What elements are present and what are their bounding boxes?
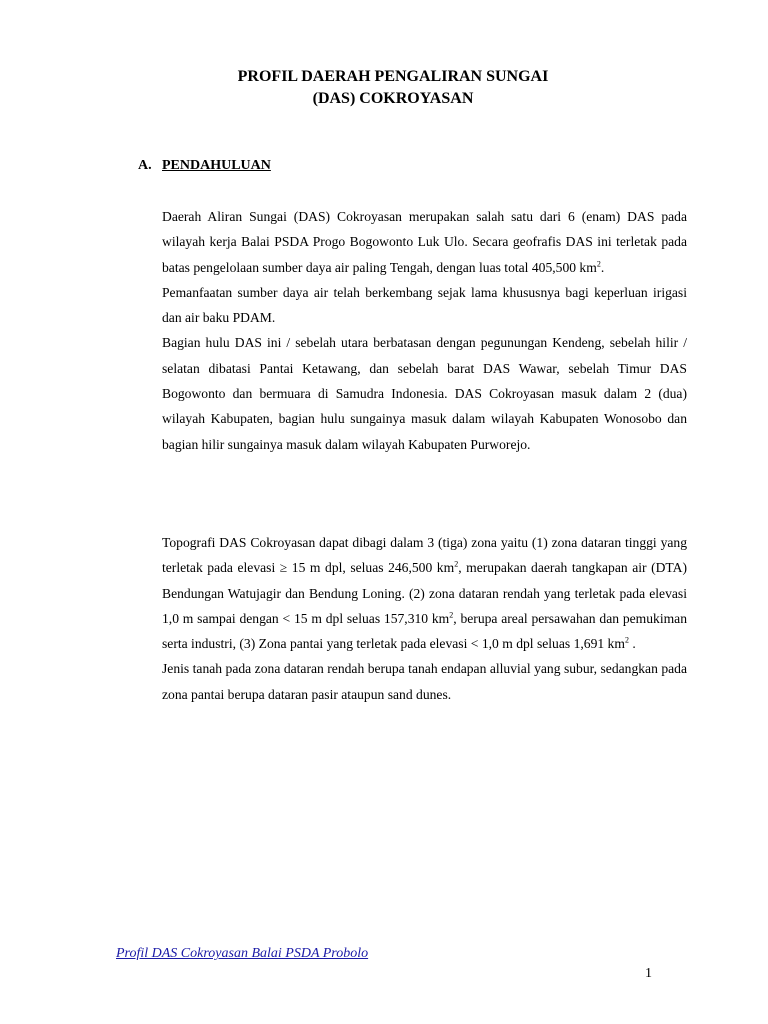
section-letter: A. (138, 158, 152, 173)
footer-link[interactable]: Profil DAS Cokroyasan Balai PSDA Probolo (116, 946, 369, 961)
title-line-1: PROFIL DAERAH PENGALIRAN SUNGAI (237, 68, 549, 85)
paragraph-4-part-b: , merupakan daerah tangkapan air (DTA) Bendungan Watujagir dan Bendung Loning. (2) zona dataran rendah yang terletak pada elevasi 1,0 m sampai dengan < 15 m dpl seluas 157,310 km (162, 560, 687, 626)
page-number: 1 (645, 966, 652, 981)
paragraph-1-text: Daerah Aliran Sungai (DAS) Cokroyasan merupakan salah satu dari 6 (enam) DAS pada wilayah kerja Balai PSDA Progo Bogowonto Luk Ulo. Secara geofrafis DAS ini terletak pada batas pengelolaan sumber daya air paling Tengah, dengan luas total 405,500 km (162, 209, 687, 275)
paragraph-4-part-d: . (628, 636, 636, 652)
paragraph-1 (162, 204, 687, 280)
superscript: 2 (449, 610, 454, 620)
paragraph-4 (162, 530, 687, 656)
paragraph-5: Jenis tanah pada zona dataran rendah berupa tanah endapan alluvial yang subur, sedangkan pada zona pantai berupa dataran pasir ataupun sand dunes. (162, 661, 687, 702)
section-heading (138, 156, 271, 176)
paragraph-3: Bagian hulu DAS ini / sebelah utara berbatasan dengan pegunungan Kendeng, sebelah hilir / selatan dibatasi Pantai Ketawang, dan sebelah barat DAS Wawar, sebelah Timur DAS Bogowonto dan bermuara di Samudra Indonesia. DAS Cokroyasan masuk dalam 2 (dua) wilayah Kabupaten, bagian hulu sungainya masuk dalam wilayah Kabupaten Wonosobo dan bagian hilir sungainya masuk dalam wilayah Kabupaten Purworejo. (162, 335, 687, 452)
document-title (0, 66, 768, 110)
intro-block (162, 204, 687, 457)
paragraph-1-end: . (600, 259, 605, 275)
topography-block (162, 530, 687, 707)
superscript: 2 (596, 259, 601, 269)
paragraph-4-part-a: Topografi DAS Cokroyasan dapat dibagi dalam 3 (tiga) zona yaitu (1) zona dataran tinggi yang terletak pada elevasi ≥ 15 m dpl, seluas 246,500 km (162, 535, 687, 576)
superscript: 2 (454, 559, 459, 569)
superscript: 2 (624, 635, 629, 645)
paragraph-2: Pemanfaatan sumber daya air telah berkembang sejak lama khususnya bagi keperluan irigasi dan air baku PDAM. (162, 284, 687, 326)
paragraph-4-part-c: , berupa areal persawahan dan pemukiman serta industri, (3) Zona pantai yang terletak pada elevasi < 1,0 m dpl seluas 1,691 km (162, 610, 687, 652)
title-line-2: (DAS) COKROYASAN (312, 90, 474, 107)
section-name: PENDAHULUAN (162, 158, 271, 173)
